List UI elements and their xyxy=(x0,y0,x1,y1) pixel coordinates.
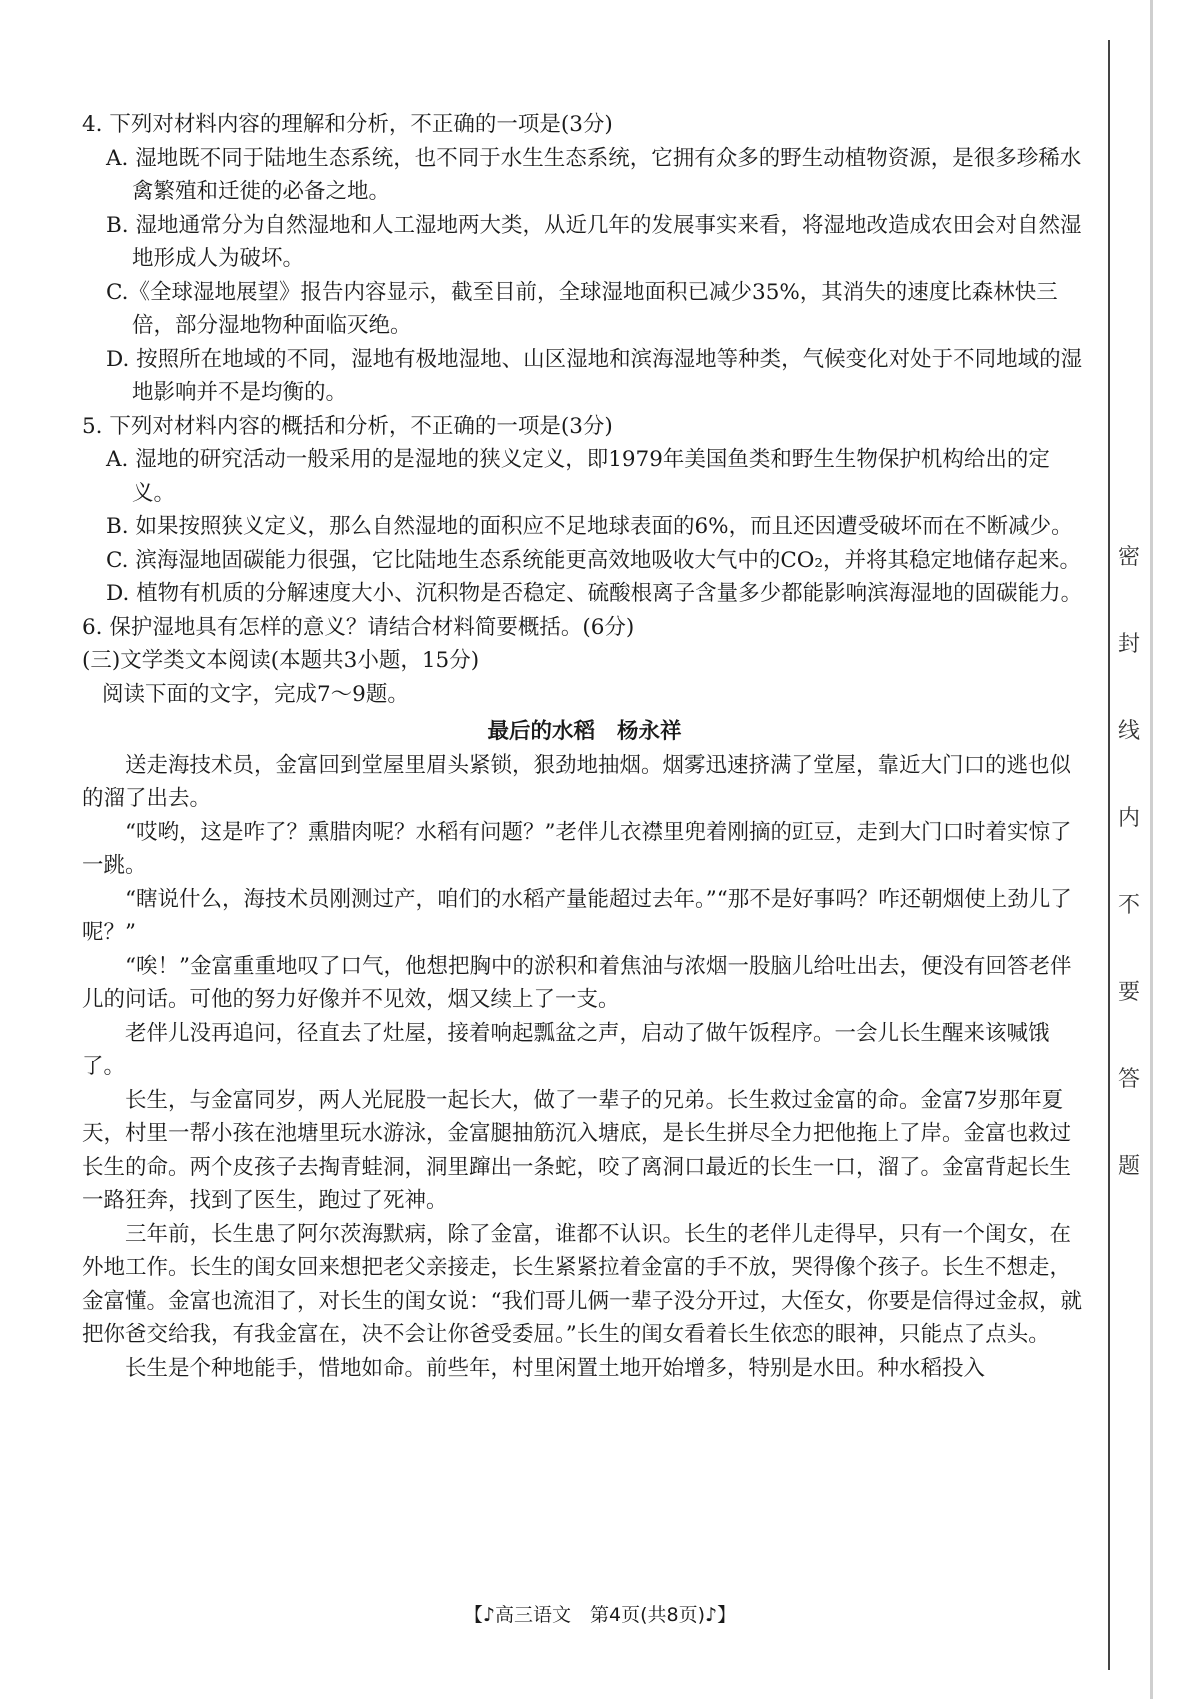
option-a: A. 湿地的研究活动一般采用的是湿地的狭义定义，即1979年美国鱼类和野生生物保护机构给出的定义。 xyxy=(106,447,1050,506)
story-title-line xyxy=(82,715,1087,749)
question-stem: 5. 下列对材料内容的概括和分析，不正确的一项是(3分) xyxy=(82,413,613,439)
seal-char: 封 xyxy=(1117,632,1140,657)
question-stem: 6. 保护湿地具有怎样的意义？请结合材料简要概括。(6分) xyxy=(82,614,635,640)
seal-line-text xyxy=(1112,540,1146,1180)
story-paragraph: 老伴儿没再追问，径直去了灶屋，接着响起瓢盆之声，启动了做午饭程序。一会儿长生醒来该喊饿了。 xyxy=(82,1020,1050,1079)
option-a: A. 湿地既不同于陆地生态系统，也不同于水生生态系统，它拥有众多的野生动植物资源，是很多珍稀水禽繁殖和迁徙的必备之地。 xyxy=(106,145,1082,204)
story-paragraph: 长生是个种地能手，惜地如命。前些年，村里闲置土地开始增多，特别是水田。种水稻投入 xyxy=(125,1355,986,1381)
option-d: D. 植物有机质的分解速度大小、沉积物是否稳定、硫酸根离子含量多少都能影响滨海湿地的固碳能力。 xyxy=(106,581,1083,606)
page-footer: 【♪高三语文 第4页(共8页)♪】 xyxy=(463,1604,737,1626)
seal-char: 题 xyxy=(1117,1154,1140,1179)
story-title: 最后的水稻 xyxy=(487,719,595,744)
question-4 xyxy=(82,108,1087,410)
section-instruction: 阅读下面的文字，完成7～9题。 xyxy=(102,681,409,707)
page-edge-line xyxy=(1150,0,1153,1699)
section-heading: (三)文学类文本阅读(本题共3小题，15分) xyxy=(82,648,480,673)
question-5 xyxy=(82,410,1087,611)
seal-char: 线 xyxy=(1117,719,1140,744)
seal-char: 答 xyxy=(1117,1067,1140,1092)
seal-char: 不 xyxy=(1117,893,1140,918)
page-content xyxy=(82,108,1087,1385)
option-c: C. 滨海湿地固碳能力很强，它比陆地生态系统能更高效地吸收大气中的CO₂，并将其稳定地储存起来。 xyxy=(106,547,1082,573)
story-author: 杨永祥 xyxy=(617,719,682,744)
option-b: B. 如果按照狭义定义，那么自然湿地的面积应不足地球表面的6%，而且还因遭受破坏而在不断减少。 xyxy=(106,514,1073,539)
binding-line xyxy=(1108,40,1110,1670)
seal-char: 要 xyxy=(1117,980,1140,1005)
seal-char: 密 xyxy=(1117,545,1140,570)
question-stem: 4. 下列对材料内容的理解和分析，不正确的一项是(3分) xyxy=(82,112,613,137)
story-paragraph: 三年前，长生患了阿尔茨海默病，除了金富，谁都不认识。长生的老伴儿走得早，只有一个闺女，在外地工作。长生的闺女回来想把老父亲接走，长生紧紧拉着金富的手不放，哭得像个孩子。长生不想走，金富懂。金富也流泪了，对长生的闺女说：“我们哥儿俩一辈子没分开过，大侄女，你要是信得过金叔，就把你爸交给我，有我金富在，决不会让你爸受委屈。”长生的闺女看着长生依恋的眼神，只能点了点头。 xyxy=(82,1221,1082,1347)
story-paragraph: “哎哟，这是咋了？熏腊肉呢？水稻有问题？”老伴儿衣襟里兜着刚摘的豇豆，走到大门口时着实惊了一跳。 xyxy=(82,819,1072,878)
story-paragraph: 长生，与金富同岁，两人光屁股一起长大，做了一辈子的兄弟。长生救过金富的命。金富7岁那年夏天，村里一帮小孩在池塘里玩水游泳，金富腿抽筋沉入塘底，是长生拼尽全力把他拖上了岸。金富也救过长生的命。两个皮孩子去掏青蛙洞，洞里蹿出一条蛇，咬了离洞口最近的长生一口，溜了。金富背起长生一路狂奔，找到了医生，跑过了死神。 xyxy=(82,1087,1072,1213)
story-paragraph: “唉！”金富重重地叹了口气，他想把胸中的淤积和着焦油与浓烟一股脑儿给吐出去，便没有回答老伴儿的问话。可他的努力好像并不见效，烟又续上了一支。 xyxy=(82,953,1072,1012)
option-d: D. 按照所在地域的不同，湿地有极地湿地、山区湿地和滨海湿地等种类，气候变化对处于不同地域的湿地影响并不是均衡的。 xyxy=(106,346,1083,405)
option-c: C.《全球湿地展望》报告内容显示，截至目前，全球湿地面积已减少35%，其消失的速度比森林快三倍，部分湿地物种面临灭绝。 xyxy=(106,279,1058,338)
story-paragraph: 送走海技术员，金富回到堂屋里眉头紧锁，狠劲地抽烟。烟雾迅速挤满了堂屋，靠近大门口的逃也似的溜了出去。 xyxy=(82,752,1072,811)
option-b: B. 湿地通常分为自然湿地和人工湿地两大类，从近几年的发展事实来看，将湿地改造成农田会对自然湿地形成人为破坏。 xyxy=(106,212,1082,271)
question-6 xyxy=(82,611,1087,645)
seal-char: 内 xyxy=(1117,806,1140,831)
story-paragraph: “瞎说什么，海技术员刚测过产，咱们的水稻产量能超过去年。”“那不是好事吗？咋还朝烟使上劲儿了呢？” xyxy=(82,886,1072,945)
